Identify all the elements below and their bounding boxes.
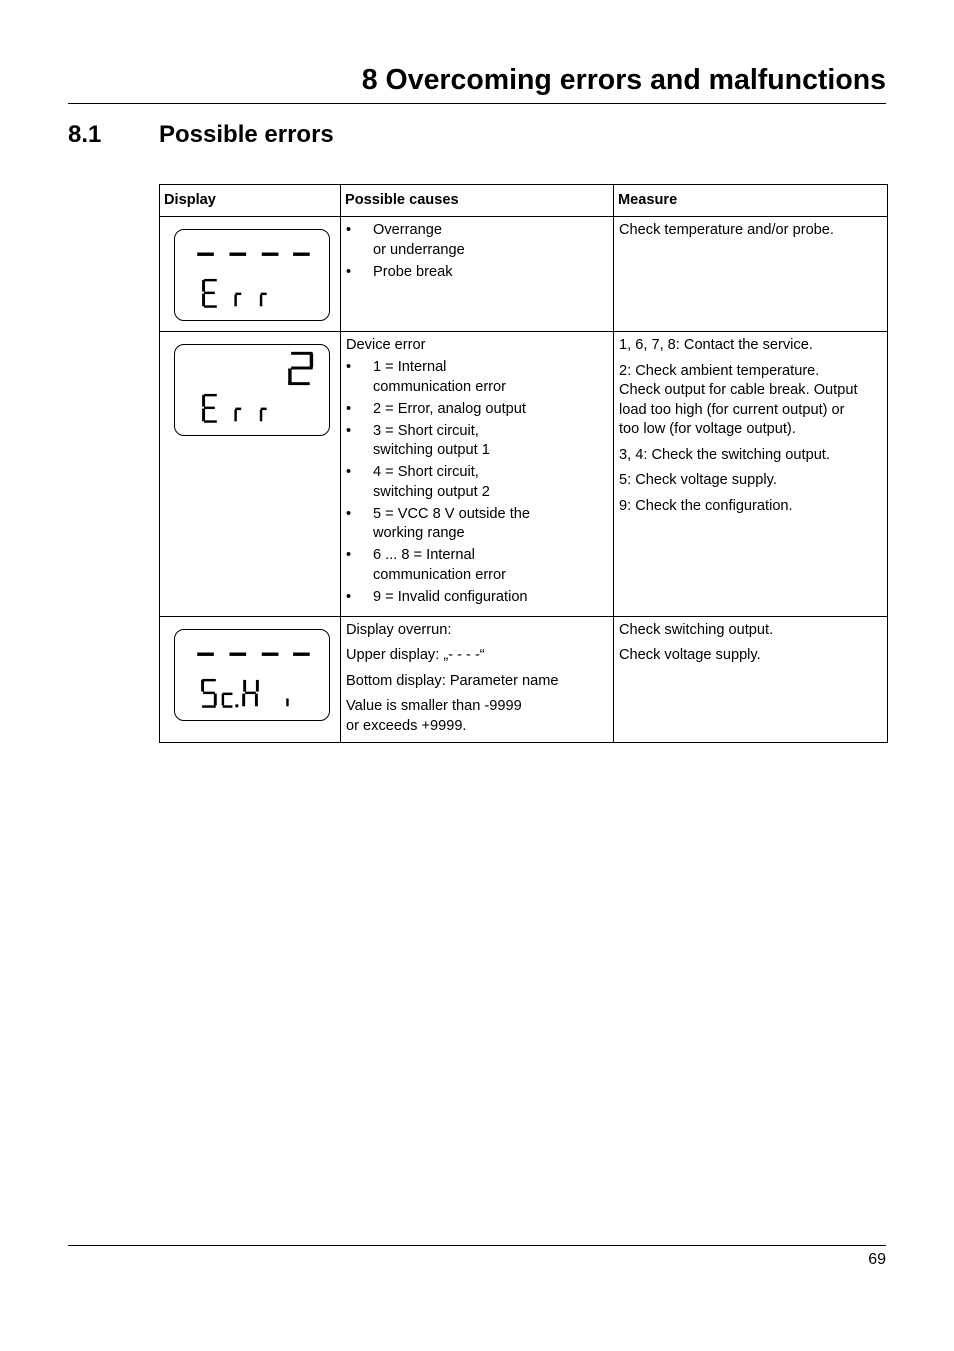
header-display: Display — [160, 185, 341, 217]
lcd-lower-schi — [201, 678, 289, 707]
list-item: • Probe break — [346, 263, 609, 283]
chapter-title: 8 Overcoming errors and malfunctions — [361, 64, 886, 96]
causes-paragraph: Value is smaller than -9999 or exceeds +9999. — [346, 698, 522, 734]
measure-cell — [614, 332, 888, 617]
lcd-display-overrun — [174, 629, 330, 721]
measure-paragraph: 5: Check voltage supply. — [619, 472, 777, 488]
lcd-lower-err — [202, 394, 267, 423]
measure-paragraph: 3, 4: Check the switching output. — [619, 446, 830, 463]
causes-paragraph: Upper display: „- - - -“ — [346, 647, 485, 663]
measure-paragraph: 1, 6, 7, 8: Contact the service. — [619, 337, 813, 353]
measure-cell — [614, 616, 888, 743]
measure-paragraph: 9: Check the configuration. — [619, 497, 793, 514]
measure-paragraph: Check voltage supply. — [619, 647, 761, 663]
measure-paragraph: Check temperature and/or probe. — [619, 222, 834, 238]
section-number: 8.1 — [68, 121, 102, 148]
causes-list — [346, 221, 609, 282]
lcd-upper-dashes — [197, 253, 310, 256]
lcd-display-overrange — [174, 229, 330, 321]
causes-list — [346, 358, 609, 607]
causes-cell — [341, 616, 614, 743]
causes-paragraph: Bottom display: Parameter name — [346, 672, 559, 689]
list-item: • 3 = Short circuit, switching output 1 — [346, 422, 609, 461]
causes-paragraph: Display overrun: — [346, 621, 452, 638]
measure-cell — [614, 217, 888, 332]
list-item: • 6 ... 8 = Internal communication error — [346, 546, 609, 585]
errors-table — [159, 184, 888, 743]
header-measure: Measure — [614, 185, 888, 217]
display-cell — [160, 616, 341, 743]
header-causes: Possible causes — [341, 185, 614, 217]
causes-cell — [341, 217, 614, 332]
section-title: Possible errors — [159, 121, 334, 148]
display-cell — [160, 217, 341, 332]
list-item: • 4 = Short circuit, switching output 2 — [346, 463, 609, 502]
table-row — [160, 332, 888, 617]
footer-rule — [68, 1245, 886, 1246]
lcd-upper-digit-2 — [288, 352, 313, 385]
lcd-display-device-error — [174, 344, 330, 436]
measure-paragraph: 2: Check ambient temperature. Check output for cable break. Output load too high (for current output) or too low (for voltage output). — [619, 362, 858, 437]
lcd-lower-err — [202, 279, 267, 308]
list-item: • 2 = Error, analog output — [346, 400, 609, 420]
header-rule — [68, 103, 886, 104]
list-item: • 5 = VCC 8 V outside the working range — [346, 505, 609, 544]
measure-paragraph: Check switching output. — [619, 621, 774, 638]
table-row — [160, 217, 888, 332]
list-item: • Overrange or underrange — [346, 221, 609, 260]
lcd-upper-dashes — [197, 652, 310, 655]
list-item: • 1 = Internal communication error — [346, 358, 609, 397]
page-number: 69 — [868, 1251, 886, 1268]
causes-lead: Device error — [346, 337, 426, 353]
causes-cell — [341, 332, 614, 617]
table-header-row — [160, 185, 888, 217]
table-row — [160, 616, 888, 743]
display-cell — [160, 332, 341, 617]
list-item: • 9 = Invalid configuration — [346, 588, 609, 608]
